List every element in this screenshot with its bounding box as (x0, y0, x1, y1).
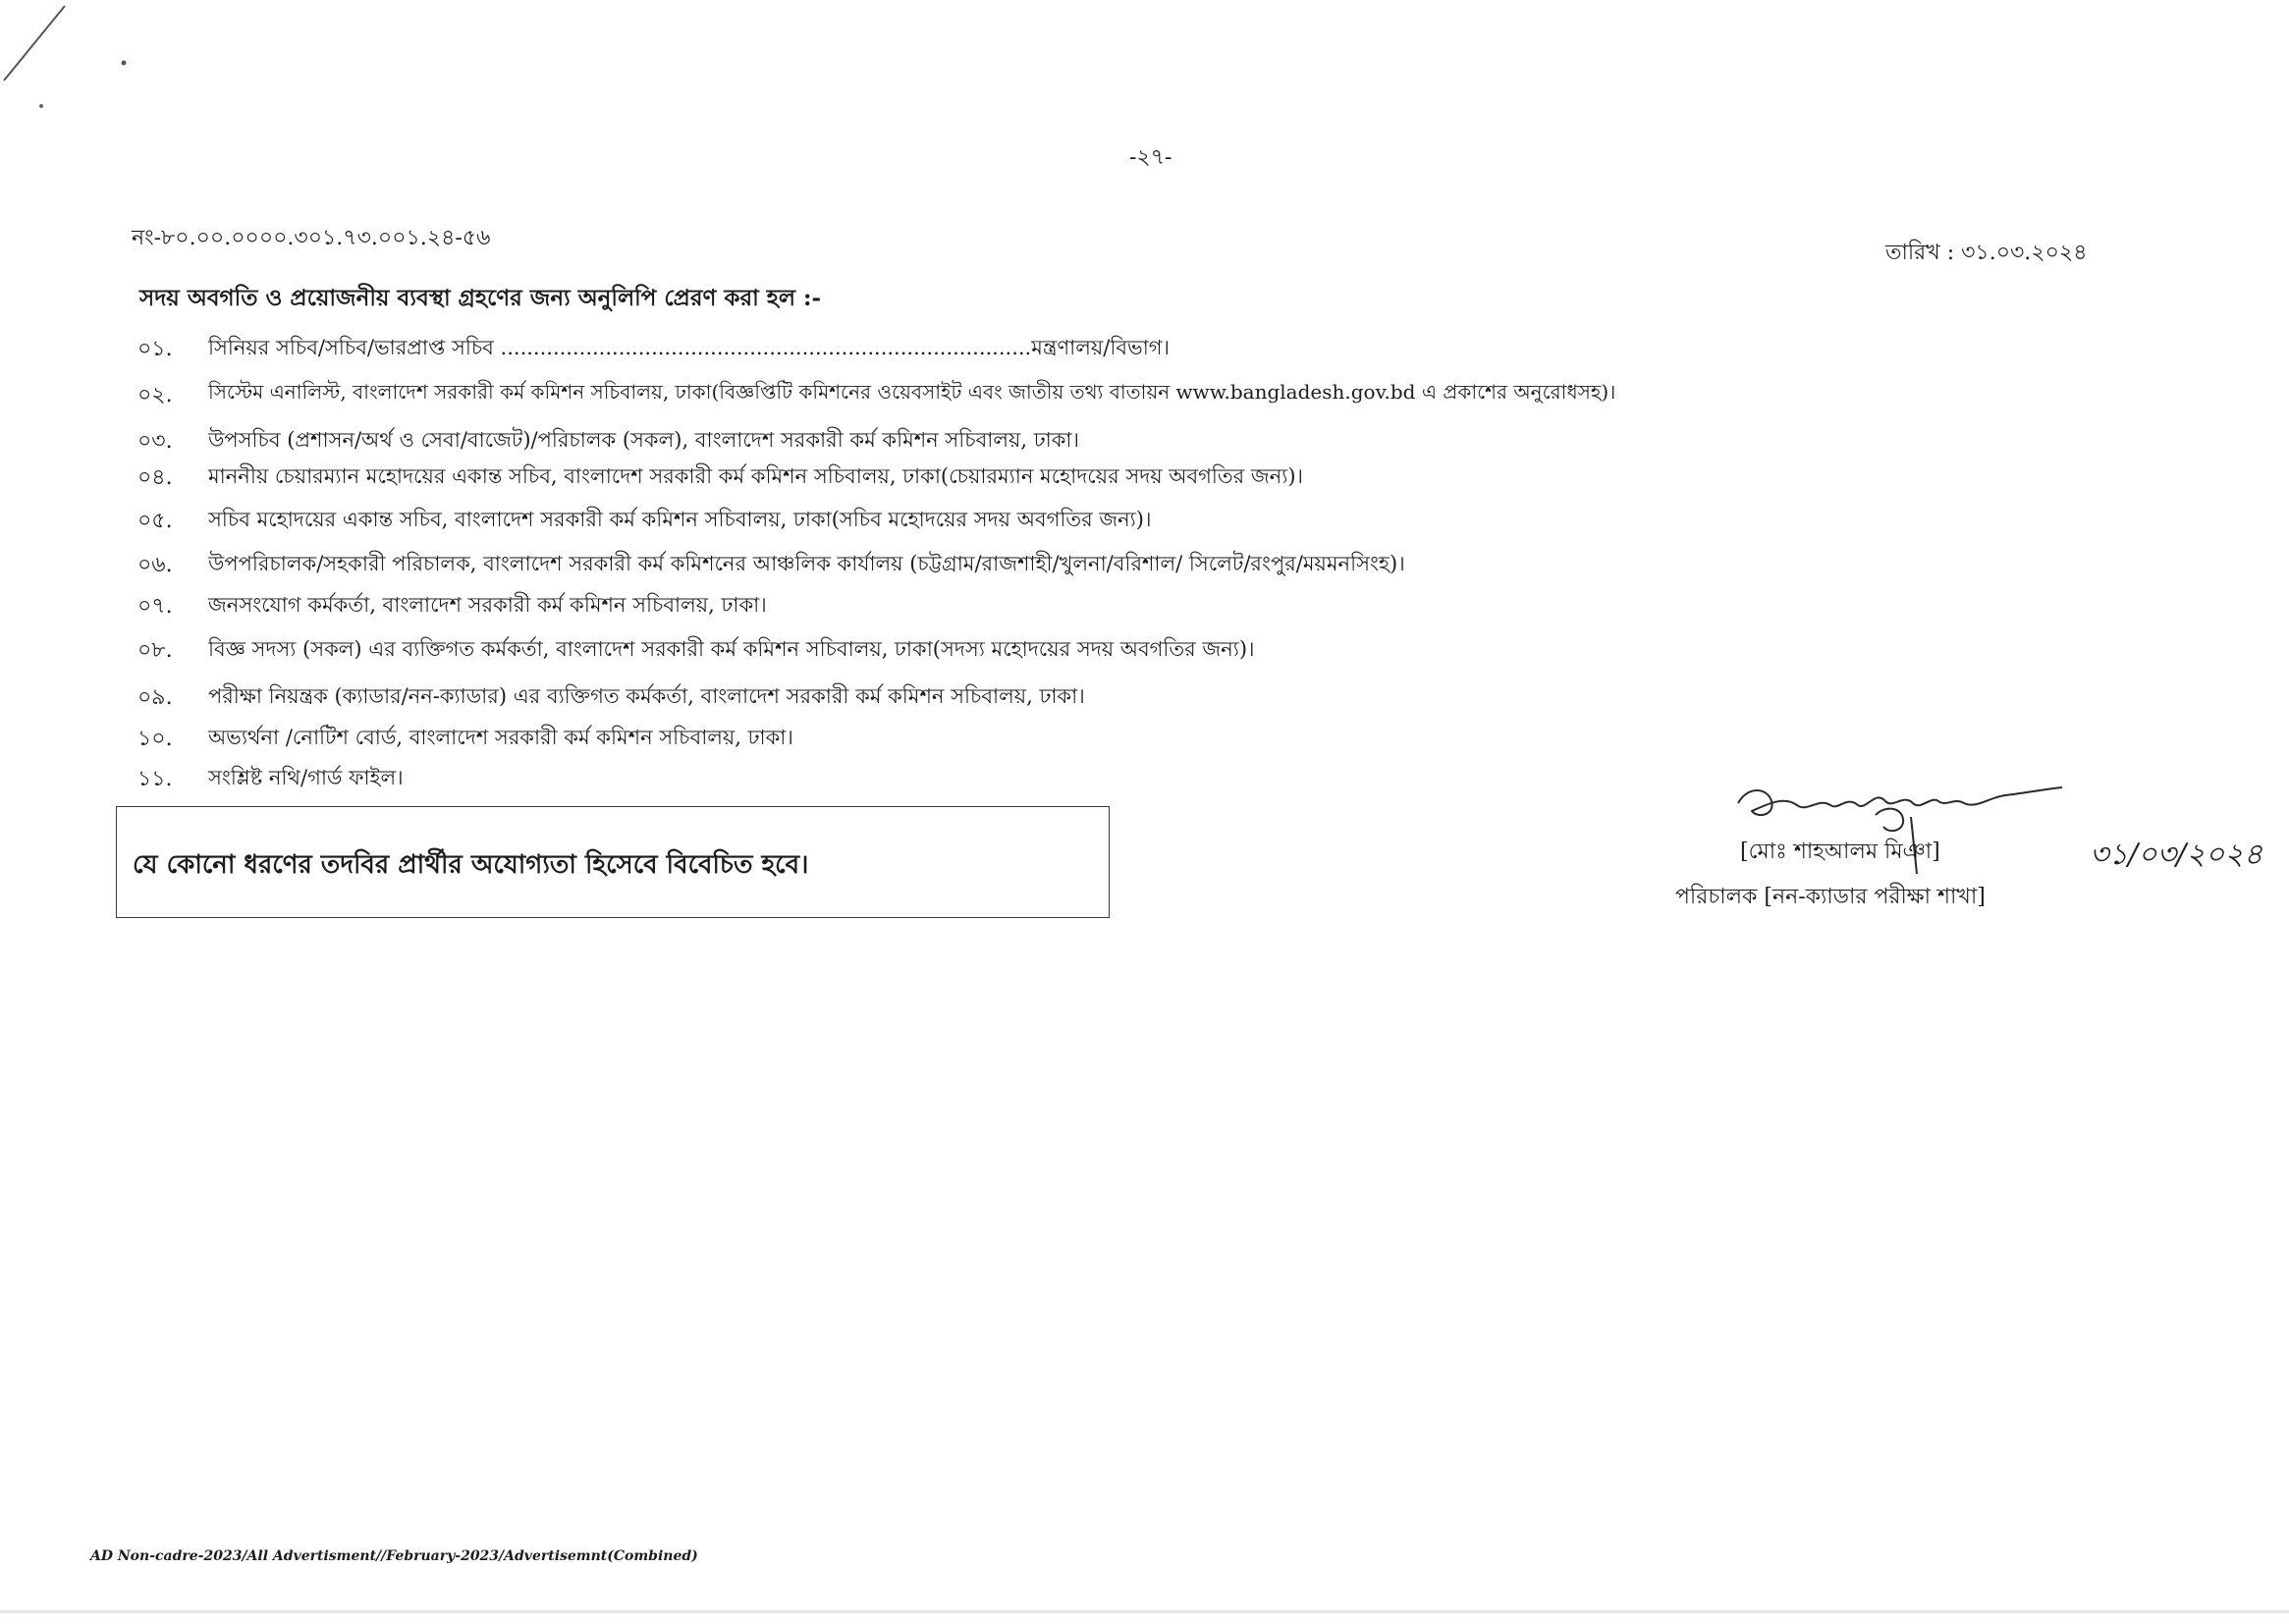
item-number: ০১. (137, 337, 173, 361)
item-text: মাননীয় চেয়ারম্যান মহোদয়ের একান্ত সচিব, বাংলাদেশ সরকারী কর্ম কমিশন সচিবালয়, ঢাকা(চেয়ারম্যান মহোদয়ের সদয় অবগতির জন্য)। (208, 464, 1304, 488)
footer-file-path: AD Non-cadre-2023/All Advertisment//February-2023/Advertisemnt(Combined) (90, 1548, 698, 1564)
signature-date: ৩১/০৩/২০২৪ (2090, 838, 2263, 872)
scan-bottom-edge (0, 1610, 2289, 1613)
item-number: ১০. (137, 727, 173, 751)
signer-name: [মোঃ শাহআলম মিঞা] (1740, 839, 1940, 864)
memo-date: তারিখ : ৩১.০৩.২০২৪ (1885, 241, 2088, 265)
signer-title: পরিচালক [নন-ক্যাডার পরীক্ষা শাখা] (1675, 885, 1986, 909)
item-number: ০৭. (137, 594, 173, 619)
warning-notice-text: যে কোনো ধরণের তদবির প্রার্থীর অযোগ্যতা হিসেবে বিবেচিত হবে। (133, 850, 809, 880)
item-number: ০৩. (137, 429, 173, 454)
item-text: উপসচিব (প্রশাসন/অর্থ ও সেবা/বাজেট)/পরিচালক (সকল), বাংলাদেশ সরকারী কর্ম কমিশন সচিবালয়, ঢাকা। (208, 428, 1080, 452)
item-text: বিজ্ঞ সদস্য (সকল) এর ব্যক্তিগত কর্মকর্তা, বাংলাদেশ সরকারী কর্ম কমিশন সচিবালয়, ঢাকা(সদস্য মহোদয়ের সদয় অবগতির জন্য)। (208, 637, 1255, 661)
warning-notice-box (116, 806, 1110, 918)
distribution-intro: সদয় অবগতি ও প্রয়োজনীয় ব্যবস্থা গ্রহণের জন্য অনুলিপি প্রেরণ করা হল :- (139, 285, 822, 311)
item-text: অভ্যর্থনা /নোটিশ বোর্ড, বাংলাদেশ সরকারী কর্ম কমিশন সচিবালয়, ঢাকা। (208, 726, 793, 749)
item-text: সিস্টেম এনালিস্ট, বাংলাদেশ সরকারী কর্ম কমিশন সচিবালয়, ঢাকা(বিজ্ঞপ্তিটি কমিশনের ওয়েবসাইট এবং জাতীয় তথ্য বাতায়ন www.bangladesh.gov.bd এ প্রকাশের অনুরোধসহ)। (208, 380, 1616, 404)
memo-number: নং-৮০.০০.০০০০.৩০১.৭৩.০০১.২৪-৫৬ (132, 226, 491, 250)
item-number: ০২. (137, 383, 173, 407)
item-number: ০৫. (137, 509, 173, 533)
item-number: ০৬. (137, 553, 173, 577)
item-number: ০৮. (137, 638, 173, 663)
item-text: সচিব মহোদয়ের একান্ত সচিব, বাংলাদেশ সরকারী কর্ম কমিশন সচিবালয়, ঢাকা(সচিব মহোদয়ের সদয় অবগতির জন্য)। (208, 508, 1152, 531)
item-text: পরীক্ষা নিয়ন্ত্রক (ক্যাডার/নন-ক্যাডার) এর ব্যক্তিগত কর্মকর্তা, বাংলাদেশ সরকারী কর্ম কমিশন সচিবালয়, ঢাকা। (208, 684, 1085, 708)
item-text: উপপরিচালক/সহকারী পরিচালক, বাংলাদেশ সরকারী কর্ম কমিশনের আঞ্চলিক কার্যালয় (চট্টগ্রাম/রাজশাহী/খুলনা/বরিশাল/ সিলেট/রংপুর/ময়মনসিংহ)। (208, 552, 1405, 575)
item-text: সংশ্লিষ্ট নথি/গার্ড ফাইল। (208, 766, 404, 789)
item-number: ১১. (137, 767, 173, 791)
item-text: সিনিয়র সচিব/সচিব/ভারপ্রাপ্ত সচিব .................................................................................মন্ত্রণালয়/বিভাগ। (208, 336, 1171, 359)
item-text: জনসংযোগ কর্মকর্তা, বাংলাদেশ সরকারী কর্ম কমিশন সচিবালয়, ঢাকা। (208, 593, 767, 617)
item-number: ০৯. (137, 685, 173, 710)
item-number: ০৪. (137, 465, 173, 490)
scan-artifact (0, 0, 137, 137)
page-number: -২৭- (1129, 145, 1172, 170)
